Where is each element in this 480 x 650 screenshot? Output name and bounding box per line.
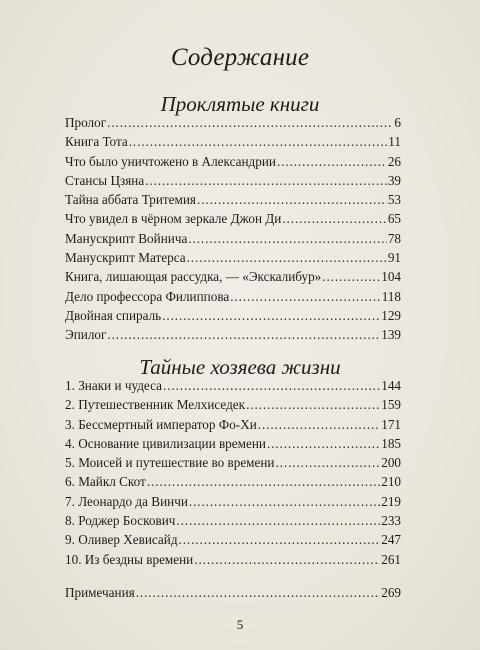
toc-leader xyxy=(230,287,380,306)
toc-entry-page: 91 xyxy=(387,250,401,266)
toc-leader xyxy=(179,530,381,549)
toc-entry-title: Книга, лишающая рассудка, — «Экскалибур» xyxy=(65,269,322,285)
toc-entry xyxy=(65,287,401,306)
toc-entry xyxy=(65,415,401,434)
page-number: 5 xyxy=(236,617,244,632)
toc-entry-title: 1. Знаки и чудеса xyxy=(65,378,162,393)
toc-entry-page: 219 xyxy=(381,493,401,509)
toc-entry xyxy=(65,434,401,453)
toc-entry-title: 4. Основание цивилизации времени xyxy=(65,435,266,451)
toc-entry-page: 129 xyxy=(381,307,401,323)
toc-entry xyxy=(65,376,401,395)
toc-entry xyxy=(65,492,401,511)
toc-leader xyxy=(197,190,387,209)
toc-entry-page: 78 xyxy=(387,230,401,246)
toc-entry-title: Книга Тота xyxy=(65,134,128,150)
toc-entry-page: 185 xyxy=(381,435,401,451)
toc-entry xyxy=(65,152,401,171)
toc-entry-page: 261 xyxy=(381,551,401,567)
toc-leader xyxy=(194,550,380,569)
toc-leader xyxy=(163,376,380,395)
toc-entry-page: 53 xyxy=(387,192,401,208)
toc-entry-title: Манускрипт Войнича xyxy=(65,230,188,246)
toc-entry-page: 26 xyxy=(387,153,401,169)
toc-leader xyxy=(258,415,380,434)
toc-leader xyxy=(136,583,381,602)
toc-entry xyxy=(65,248,401,267)
toc-entry xyxy=(65,190,401,209)
toc-entry-title: 7. Леонардо да Винчи xyxy=(65,493,188,509)
toc-entry xyxy=(65,229,401,248)
toc-entry-page: 269 xyxy=(381,585,401,600)
toc-leader xyxy=(129,132,388,151)
toc-entry-page: 159 xyxy=(381,397,401,413)
toc-entry xyxy=(65,325,401,344)
toc-entry xyxy=(65,550,401,569)
part1-toc-list xyxy=(65,113,401,345)
toc-leader xyxy=(107,113,393,132)
page-title: Содержание xyxy=(170,44,310,71)
toc-leader xyxy=(322,267,380,286)
toc-leader xyxy=(176,511,380,530)
toc-entry xyxy=(65,113,401,132)
toc-entry-title: Пролог xyxy=(65,115,107,130)
part1-title: Проклятые книги xyxy=(160,92,320,116)
toc-leader xyxy=(277,152,387,171)
toc-entry-page: 233 xyxy=(381,513,401,529)
toc-entry-page: 11 xyxy=(388,134,401,150)
toc-entry-title: 5. Моисей и путешествие во времени xyxy=(65,455,275,471)
toc-entry-page: 210 xyxy=(381,474,401,490)
part2-toc-list xyxy=(65,376,401,569)
toc-entry xyxy=(65,306,401,325)
toc-entry-title: Что было уничтожено в Александрии xyxy=(65,153,276,169)
toc-leader xyxy=(188,229,387,248)
toc-entry-title: Двойная спираль xyxy=(65,307,162,323)
toc-entry-title: Тайна аббата Тритемия xyxy=(65,192,196,208)
toc-entry-page: 6 xyxy=(394,115,401,130)
toc-entry-title: Что увидел в чёрном зеркале Джон Ди xyxy=(65,211,282,227)
toc-leader xyxy=(145,171,387,190)
toc-leader xyxy=(267,434,380,453)
toc-entry-title: Примечания xyxy=(65,585,135,600)
toc-entry xyxy=(65,530,401,549)
toc-entry-page: 171 xyxy=(381,416,401,432)
toc-entry xyxy=(65,453,401,472)
toc-entry-title: 10. Из бездны времени xyxy=(65,551,194,567)
toc-entry-title: 9. Оливер Хевисайд xyxy=(65,532,178,548)
toc-entry-title: 6. Майкл Скот xyxy=(65,474,146,490)
toc-entry xyxy=(65,395,401,414)
toc-entry-page: 144 xyxy=(381,378,401,393)
part2-title: Тайные хозяева жизни xyxy=(139,355,341,379)
toc-leader xyxy=(246,395,380,414)
toc-leader xyxy=(147,472,380,491)
toc-entry-title: 3. Бессмертный император Фо-Хи xyxy=(65,416,257,432)
toc-entry-title: Эпилог xyxy=(65,327,107,343)
toc-entry-page: 118 xyxy=(381,288,401,304)
toc-entry-page: 104 xyxy=(381,269,401,285)
toc-leader xyxy=(162,306,380,325)
toc-entry xyxy=(65,511,401,530)
toc-entry-title: 8. Роджер Боскович xyxy=(65,513,176,529)
toc-entry-page: 247 xyxy=(381,532,401,548)
toc-entry-notes xyxy=(65,583,401,602)
toc-entry xyxy=(65,132,401,151)
toc-entry-page: 139 xyxy=(381,327,401,343)
toc-entry-title: Стансы Цзяна xyxy=(65,172,145,188)
toc-leader xyxy=(275,453,380,472)
toc-leader xyxy=(107,325,380,344)
toc-entry-page: 39 xyxy=(387,172,401,188)
toc-entry xyxy=(65,267,401,286)
toc-entry-title: 2. Путешественник Мелхиседек xyxy=(65,397,246,413)
toc-leader xyxy=(282,209,386,228)
toc-entry xyxy=(65,209,401,228)
notes-toc-list xyxy=(65,583,401,602)
toc-entry-page: 200 xyxy=(381,455,401,471)
toc-entry-title: Дело профессора Филиппова xyxy=(65,288,230,304)
toc-entry-page: 65 xyxy=(387,211,401,227)
toc-leader xyxy=(189,492,380,511)
toc-entry xyxy=(65,472,401,491)
toc-leader xyxy=(187,248,387,267)
toc-entry xyxy=(65,171,401,190)
toc-entry-title: Манускрипт Матерса xyxy=(65,250,186,266)
